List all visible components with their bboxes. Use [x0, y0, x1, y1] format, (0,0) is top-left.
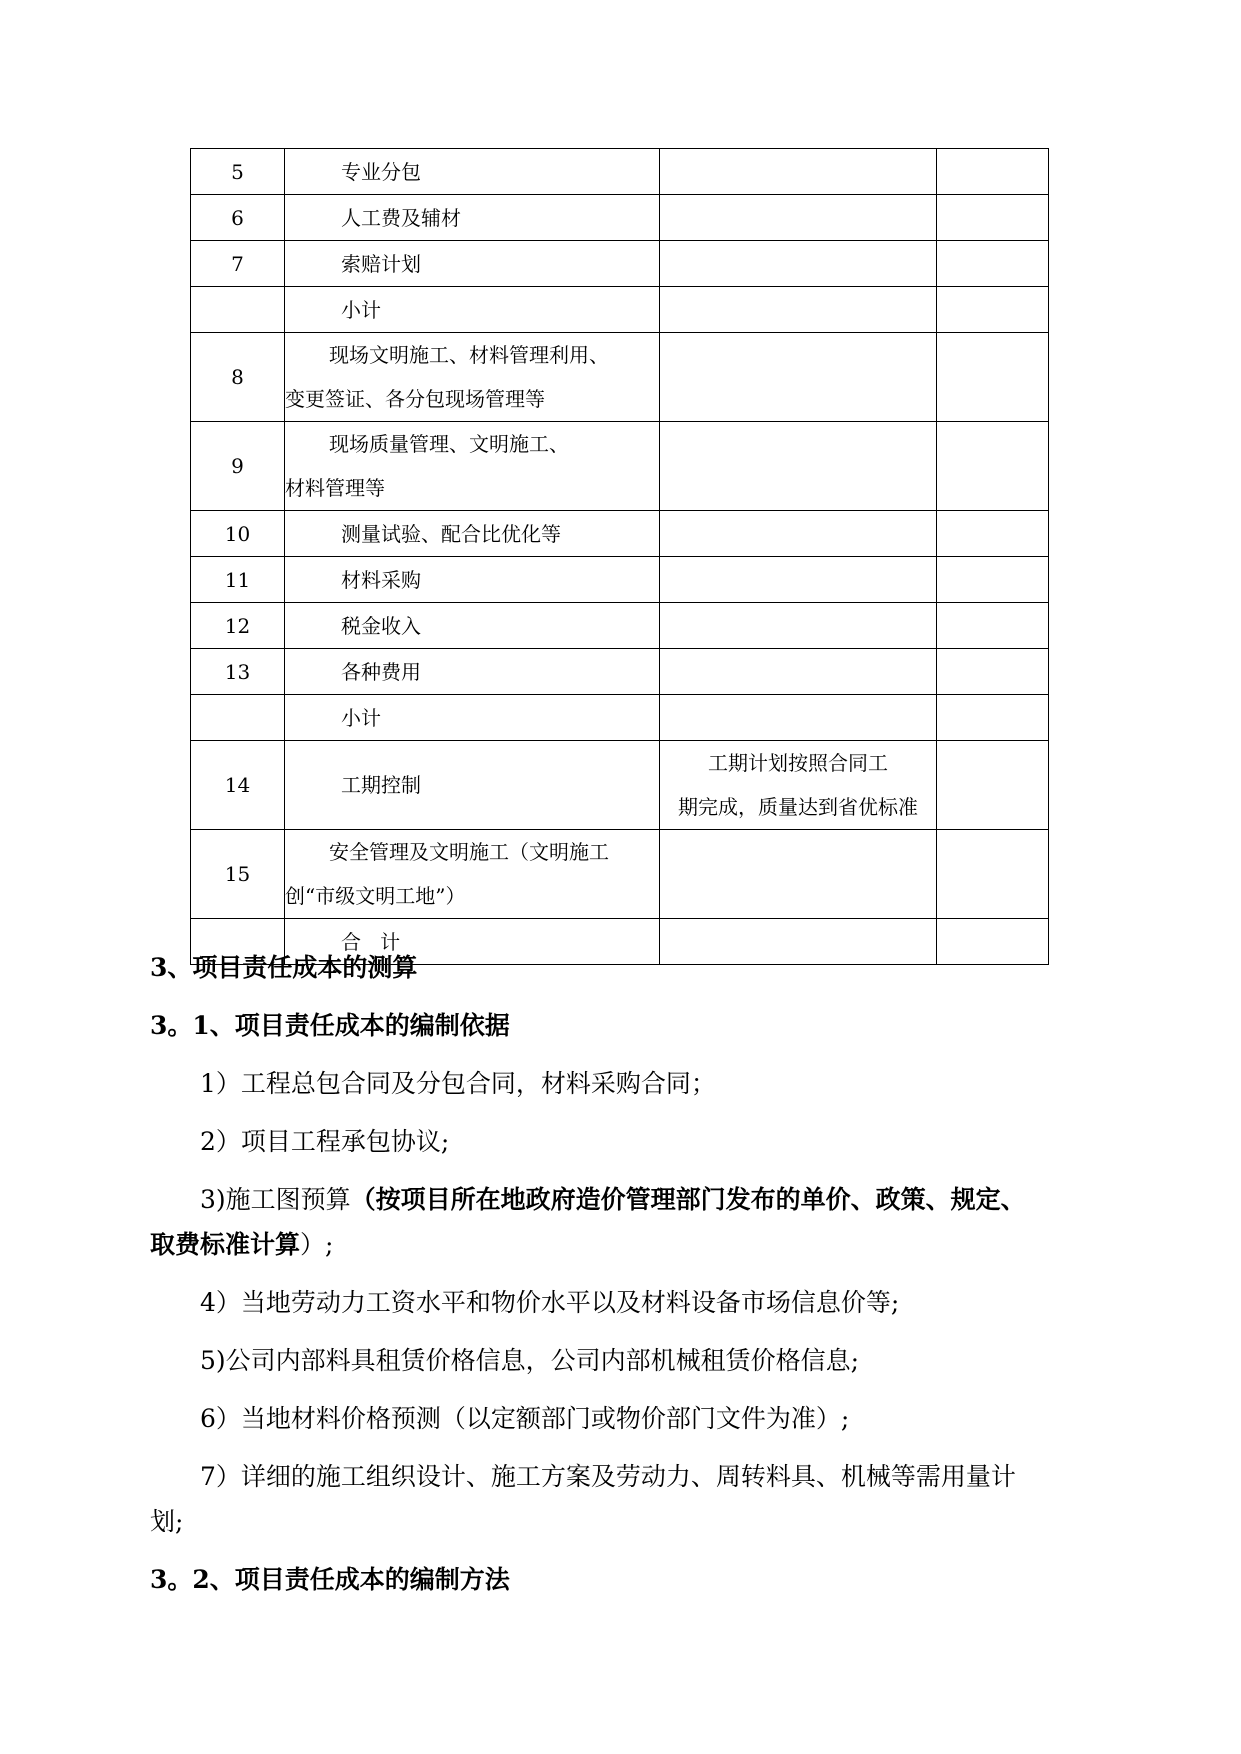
paragraph-7-line-1: 7）详细的施工组织设计、施工方案及劳动力、周转料具、机械等需用量计 [200, 1462, 1016, 1491]
row-item-line: 变更签证、各分包现场管理等 [285, 387, 545, 411]
paragraph-3-line-1 [150, 1184, 1100, 1216]
row-number: 14 [191, 741, 285, 830]
row-note [660, 830, 937, 919]
table-row [191, 741, 1049, 830]
row-number: 13 [191, 649, 285, 695]
row-number: 8 [191, 333, 285, 422]
row-remark [937, 649, 1049, 695]
section-heading-3-2: 3。2、项目责任成本的编制方法 [150, 1565, 510, 1594]
row-item-line: 安全管理及文明施工（文明施工 [329, 840, 609, 864]
paragraph-4: 4）当地劳动力工资水平和物价水平以及材料设备市场信息价等; [200, 1288, 900, 1317]
row-number: 7 [191, 241, 285, 287]
p3-text: 3)施工图预算 [200, 1185, 351, 1214]
row-note [660, 649, 937, 695]
row-item [285, 422, 660, 511]
row-note [660, 511, 937, 557]
table-row [191, 287, 1049, 333]
row-item-line: 材料管理等 [285, 476, 385, 500]
row-item: 各种费用 [285, 649, 660, 695]
row-item: 测量试验、配合比优化等 [285, 511, 660, 557]
row-number: 15 [191, 830, 285, 919]
table-row [191, 557, 1049, 603]
row-note [660, 287, 937, 333]
table-row [191, 830, 1049, 919]
row-item: 人工费及辅材 [285, 195, 660, 241]
row-number: 5 [191, 149, 285, 195]
row-remark [937, 603, 1049, 649]
table-row [191, 333, 1049, 422]
row-note-line: 工期计划按照合同工 [708, 751, 888, 775]
row-number: 9 [191, 422, 285, 511]
table-row [191, 149, 1049, 195]
row-item [285, 830, 660, 919]
paragraph-7-line-2: 划; [150, 1507, 184, 1536]
row-number: 12 [191, 603, 285, 649]
paragraph-6: 6）当地材料价格预测（以定额部门或物价部门文件为准）; [200, 1404, 850, 1433]
row-remark [937, 149, 1049, 195]
row-remark [937, 333, 1049, 422]
p3-tail: ）; [300, 1230, 334, 1259]
row-note [660, 195, 937, 241]
table-row [191, 241, 1049, 287]
table-row [191, 649, 1049, 695]
table-row [191, 603, 1049, 649]
table-row [191, 511, 1049, 557]
table-row [191, 695, 1049, 741]
row-number: 11 [191, 557, 285, 603]
p3-bold-text-2: 取费标准计算 [150, 1230, 301, 1259]
paragraph-5: 5)公司内部料具租赁价格信息，公司内部机械租赁价格信息; [200, 1346, 860, 1375]
row-number: 6 [191, 195, 285, 241]
row-note [660, 422, 937, 511]
section-heading-3: 3、项目责任成本的测算 [150, 953, 418, 982]
row-remark [937, 241, 1049, 287]
row-note [660, 333, 937, 422]
p3-bold-text: （按项目所在地政府造价管理部门发布的单价、政策、规定、 [350, 1185, 1026, 1214]
row-remark [937, 287, 1049, 333]
row-item-line: 现场质量管理、文明施工、 [329, 432, 569, 456]
row-note [660, 241, 937, 287]
paragraph-2: 2）项目工程承包协议; [200, 1127, 450, 1156]
table-row [191, 195, 1049, 241]
row-note [660, 557, 937, 603]
row-item-line: 创“市级文明工地”） [285, 884, 466, 908]
row-item: 材料采购 [285, 557, 660, 603]
row-note [660, 695, 937, 741]
section-heading-3-1: 3。1、项目责任成本的编制依据 [150, 1011, 510, 1040]
row-number [191, 695, 285, 741]
row-item [285, 333, 660, 422]
row-number: 10 [191, 511, 285, 557]
row-note-line: 期完成，质量达到省优标准 [678, 795, 918, 819]
row-remark [937, 741, 1049, 830]
row-item: 合 计 [285, 919, 660, 965]
row-remark [937, 557, 1049, 603]
paragraph-3-line-2 [150, 1229, 1100, 1261]
row-item: 小计 [285, 287, 660, 333]
paragraph-1: 1）工程总包合同及分包合同，材料采购合同； [200, 1069, 716, 1098]
row-remark [937, 422, 1049, 511]
row-item: 工期控制 [285, 741, 660, 830]
row-remark [937, 195, 1049, 241]
row-note [660, 603, 937, 649]
row-number [191, 287, 285, 333]
row-item-line: 现场文明施工、材料管理利用、 [329, 343, 609, 367]
row-item: 索赔计划 [285, 241, 660, 287]
row-remark [937, 695, 1049, 741]
row-item: 小计 [285, 695, 660, 741]
cost-table [190, 148, 1049, 965]
row-item: 税金收入 [285, 603, 660, 649]
row-remark [937, 830, 1049, 919]
row-note [660, 149, 937, 195]
row-note [660, 741, 937, 830]
row-remark [937, 511, 1049, 557]
table-row [191, 422, 1049, 511]
row-item: 专业分包 [285, 149, 660, 195]
